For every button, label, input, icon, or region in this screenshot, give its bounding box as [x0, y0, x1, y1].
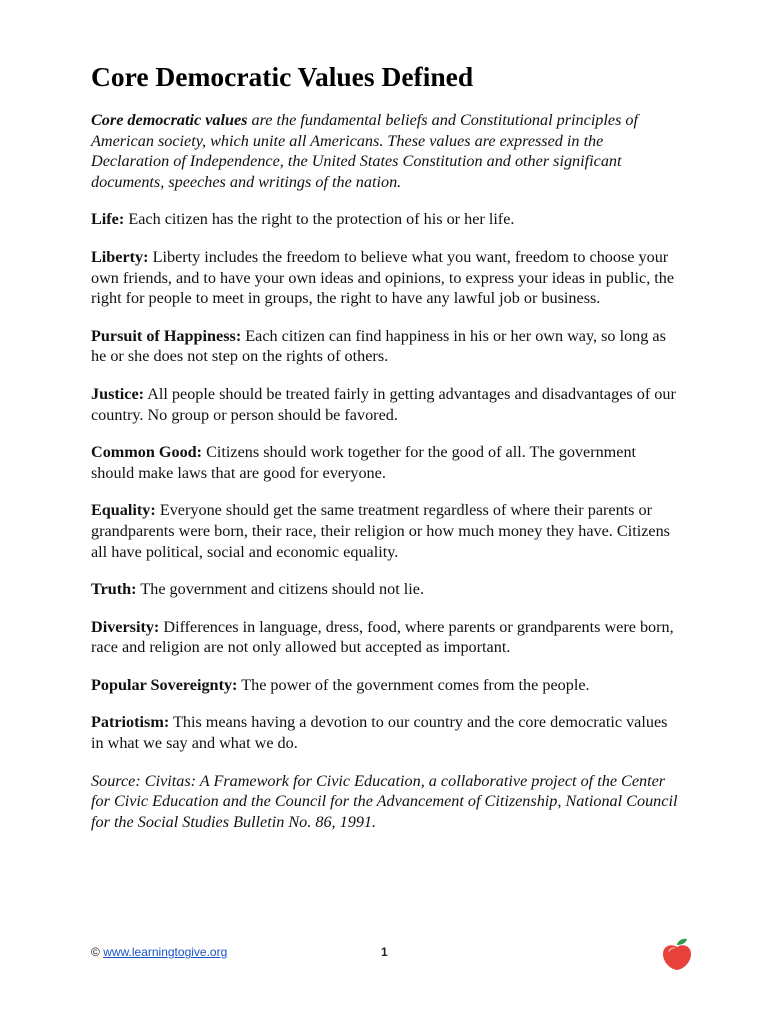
- value-definition: Liberty includes the freedom to believe what you want, freedom to choose your own friends, and to have your own ideas and opinions, to express your ideas in public, the right for people to meet in groups, the right to have any lawful job or business.: [91, 247, 675, 308]
- value-definition: Each citizen can find happiness in his or her own way, so long as he or she does not step on the rights of others.: [91, 326, 666, 366]
- value-term: Equality:: [91, 501, 156, 520]
- value-pursuit-of-happiness: [91, 326, 681, 367]
- source-citation: Source: Civitas: A Framework for Civic Education, a collaborative project of the Center for Civic Education and the Council for the Advancement of Citizenship, National Council for the Social Studies Bulletin No. 86, 1991.: [91, 771, 678, 831]
- value-term: Diversity:: [91, 617, 160, 636]
- page-footer: [91, 943, 731, 973]
- page-number: 1: [381, 945, 388, 959]
- value-definition: This means having a devotion to our country and the core democratic values in what we say and what we do.: [91, 713, 668, 753]
- value-term: Justice:: [91, 384, 145, 403]
- value-truth: [91, 579, 681, 600]
- value-term: Patriotism:: [91, 713, 170, 732]
- value-life: [91, 209, 681, 230]
- copyright-symbol: ©: [91, 945, 100, 959]
- value-definition: Differences in language, dress, food, where parents or grandparents were born, race and religion are not only allowed but accepted as important.: [91, 617, 674, 657]
- intro-lead-term: Core democratic values: [91, 111, 248, 129]
- website-link[interactable]: www.learningtogive.org: [103, 945, 228, 959]
- value-definition: All people should be treated fairly in getting advantages and disadvantages of our country. No group or person should be favored.: [91, 384, 676, 424]
- value-justice: [91, 384, 681, 425]
- value-definition: Everyone should get the same treatment regardless of where their parents or grandparents were born, their race, their religion or how much money they have. Citizens all have political, social and economic equality.: [91, 501, 670, 561]
- value-common-good: [91, 442, 681, 483]
- apple-logo-icon: [661, 937, 693, 971]
- value-equality: [91, 500, 681, 562]
- value-diversity: [91, 617, 681, 658]
- value-definition: The government and citizens should not lie.: [136, 580, 424, 599]
- value-definition: Citizens should work together for the good of all. The government should make laws that are good for everyone.: [91, 443, 637, 482]
- value-definition: Each citizen has the right to the protection of his or her life.: [124, 210, 515, 229]
- intro-text: are the fundamental beliefs and Constitutional principles of American society, which unite all Americans. These values are expressed in the Declaration of Independence, the United States Constitution and other significant documents, speeches and writings of the nation.: [91, 111, 639, 191]
- document-page: [91, 58, 681, 832]
- value-definition: The power of the government comes from the people.: [237, 675, 590, 694]
- value-term: Truth:: [91, 580, 137, 599]
- intro-paragraph: [91, 110, 681, 192]
- value-liberty: [91, 247, 681, 309]
- value-patriotism: [91, 712, 681, 753]
- value-term: Common Good:: [91, 443, 203, 462]
- value-term: Liberty:: [91, 247, 149, 266]
- footer-copyright: [91, 945, 227, 959]
- value-term: Life:: [91, 210, 125, 229]
- value-term: Pursuit of Happiness:: [91, 326, 242, 345]
- value-term: Popular Sovereignty:: [91, 675, 238, 694]
- page-title: Core Democratic Values Defined: [91, 61, 474, 92]
- value-popular-sovereignty: [91, 675, 681, 696]
